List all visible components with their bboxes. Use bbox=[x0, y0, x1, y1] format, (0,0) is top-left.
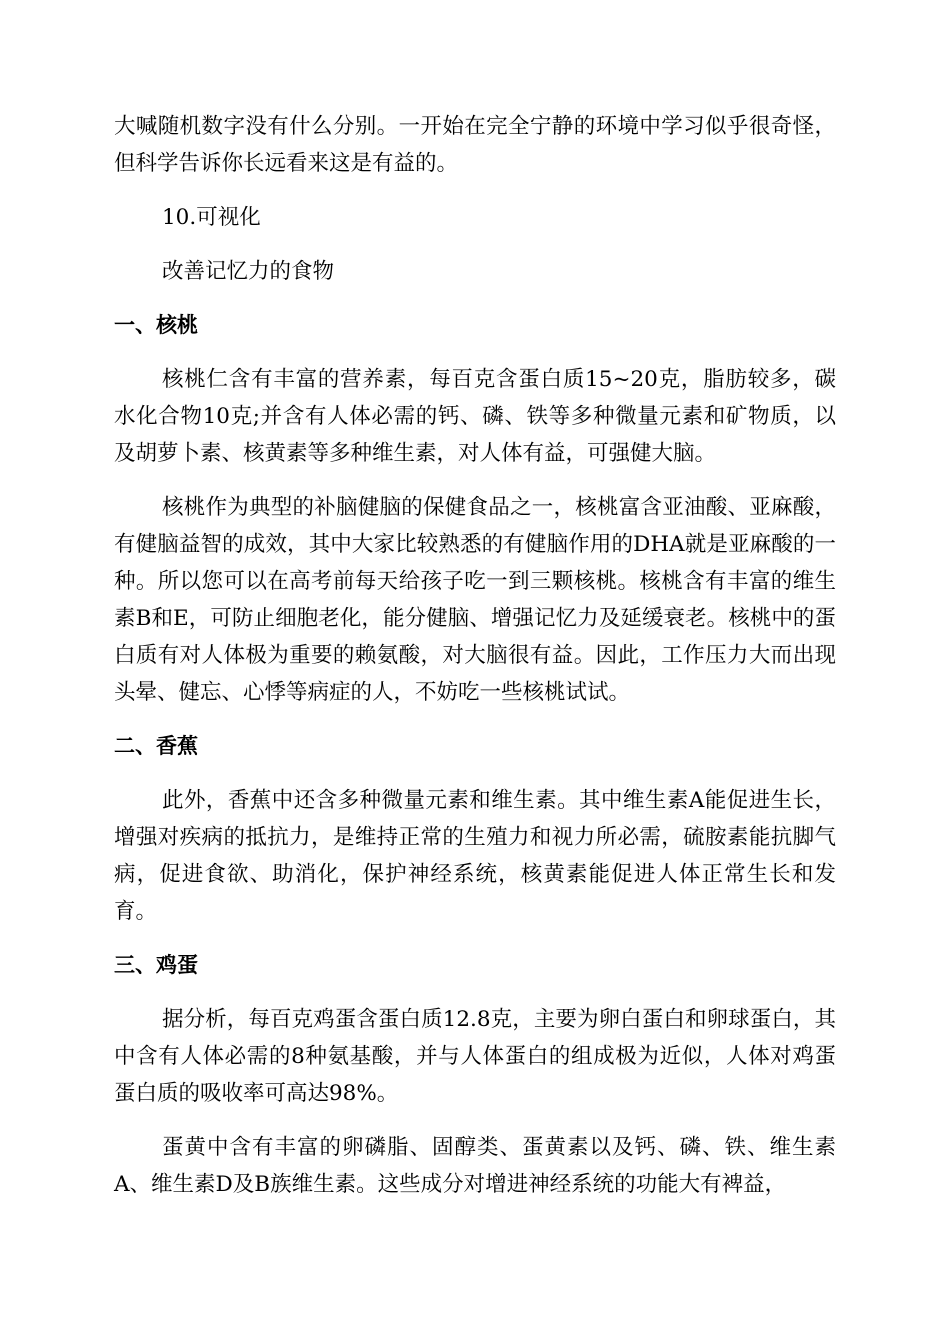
item-heading: 10.可视化 bbox=[162, 205, 261, 230]
paragraph: 蛋黄中含有丰富的卵磷脂、固醇类、蛋黄素以及钙、磷、铁、维生素A、维生素D及B族维生素。这些成分对增进神经系统的功能大有裨益， bbox=[114, 1135, 836, 1197]
paragraph: 核桃仁含有丰富的营养素，每百克含蛋白质15~20克，脂肪较多，碳水化合物10克;并含有人体必需的钙、磷、铁等多种微量元素和矿物质，以及胡萝卜素、核黄素等多种维生素，对人体有益，可强健大脑。 bbox=[114, 367, 836, 466]
paragraph: 此外，香蕉中还含多种微量元素和维生素。其中维生素A能促进生长，增强对疾病的抵抗力，是维持正常的生殖力和视力所必需，硫胺素能抗脚气病，促进食欲、助消化，保护神经系统，核黄素能促进人体正常生长和发育。 bbox=[114, 788, 836, 924]
paragraph: 据分析，每百克鸡蛋含蛋白质12.8克，主要为卵白蛋白和卵球蛋白，其中含有人体必需的8种氨基酸，并与人体蛋白的组成极为近似，人体对鸡蛋蛋白质的吸收率可高达98%。 bbox=[114, 1007, 836, 1106]
heading-walnut: 一、核桃 bbox=[114, 313, 198, 337]
heading-egg: 三、鸡蛋 bbox=[114, 953, 198, 977]
section-title: 改善记忆力的食物 bbox=[162, 259, 335, 284]
heading-banana: 二、香蕉 bbox=[114, 734, 198, 758]
document-page bbox=[114, 108, 836, 1203]
paragraph: 核桃作为典型的补脑健脑的保健食品之一，核桃富含亚油酸、亚麻酸，有健脑益智的成效，其中大家比较熟悉的有健脑作用的DHA就是亚麻酸的一种。所以您可以在高考前每天给孩子吃一到三颗核桃。核桃含有丰富的维生素B和E，可防止细胞老化，能分健脑、增强记忆力及延缓衰老。核桃中的蛋白质有对人体极为重要的赖氨酸，对大脑很有益。因此，工作压力大而出现头晕、健忘、心悸等病症的人，不妨吃一些核桃试试。 bbox=[114, 495, 836, 705]
continuation-paragraph: 大喊随机数字没有什么分别。一开始在完全宁静的环境中学习似乎很奇怪，但科学告诉你长远看来这是有益的。 bbox=[114, 114, 836, 176]
